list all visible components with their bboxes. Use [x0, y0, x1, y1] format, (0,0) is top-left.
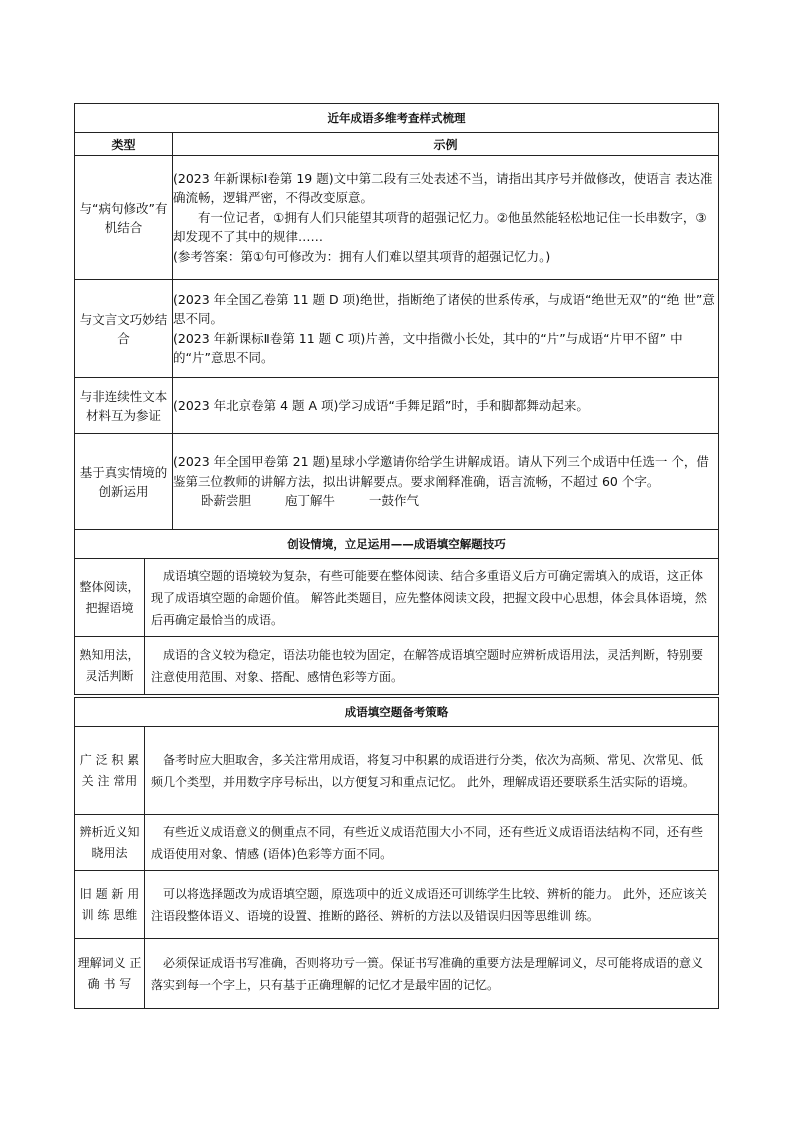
- example-line: (2023 年全国甲卷第 21 题)星球小学邀请你给学生讲解成语。请从下列三个成语中任选一 个，借鉴第三位教师的讲解方法，拟出讲解要点。要求阐释准确，语言流畅，不超过 60 个字。: [173, 454, 709, 489]
- row-text: 成语填空题的语境较为复杂，有些可能要在整体阅读、结合多重语义后方可确定需填入的成语，这正体现了成语填空题的命题价值。 解答此类题目，应先整体阅读文段，把握文段中心思想，体会具体语境，然后再确定最恰当的成语。: [145, 559, 719, 637]
- document-page: [74, 103, 718, 1009]
- row-type: 熟知用法，灵活判断: [75, 637, 145, 695]
- row-type: 与文言文巧妙结合: [75, 280, 173, 378]
- table2-title: 创设情境，立足运用——成语填空解题技巧: [75, 530, 719, 559]
- row-text: 必须保证成语书写准确，否则将功亏一篑。保证书写准确的重要方法是理解词义，尽可能将成语的意义落实到每一个字上，只有基于正确理解的记忆才是最牢固的记忆。: [145, 939, 719, 1009]
- table3-title: 成语填空题备考策略: [75, 698, 719, 727]
- row-type: 辨析近义知晓用法: [75, 815, 145, 871]
- row-type: 理解词义 正 确 书 写: [75, 939, 145, 1009]
- row-type: 广 泛 积 累 关 注 常用: [75, 727, 145, 815]
- row-example: [173, 434, 719, 530]
- row-text: 成语的含义较为稳定，语法功能也较为固定，在解答成语填空题时应辨析成语用法，灵活判断，特别要注意使用范围、对象、搭配、感情色彩等方面。: [145, 637, 719, 695]
- row-example: [173, 378, 719, 434]
- idiom-prep-strategy-table: [74, 697, 719, 1009]
- idiom-exam-table: [74, 103, 719, 530]
- table1-title: 近年成语多维考查样式梳理: [75, 104, 719, 133]
- idiom-options: [173, 491, 718, 511]
- row-example: [173, 280, 719, 378]
- example-line: (参考答案：第①句可修改为：拥有人们难以望其项背的超强记忆力。): [173, 248, 551, 264]
- row-text: 可以将选择题改为成语填空题，原选项中的近义成语还可训练学生比较、辨析的能力。 此外，还应该关注语段整体语义、语境的设置、推断的路径、辨析的方法以及错误归因等思维训 练。: [145, 871, 719, 939]
- idiom-option: 卧薪尝胆: [201, 493, 252, 509]
- row-type: 整体阅读，把握语境: [75, 559, 145, 637]
- row-type: 与“病句修改”有机结合: [75, 156, 173, 280]
- example-line: 有一位记者，①拥有人们只能望其项背的超强记忆力。②他虽然能轻松地记住一长串数字，③却发现不了其中的规律……: [173, 209, 707, 245]
- example-line: (2023 年全国乙卷第 11 题 D 项)绝世，指断绝了诸侯的世系传承，与成语“绝世无双”的“绝 世”意思不同。: [173, 291, 715, 326]
- idiom-fill-skills-table: [74, 529, 719, 695]
- idiom-option: 庖丁解牛: [285, 493, 336, 509]
- row-type: 旧 题 新 用 训 练 思维: [75, 871, 145, 939]
- row-type: 与非连续性文本材料互为参证: [75, 378, 173, 434]
- column-header-example: 示例: [173, 133, 719, 156]
- example-line: (2023 年北京卷第 4 题 A 项)学习成语“手舞足蹈”时，手和脚都舞动起来。: [173, 397, 589, 413]
- row-type: 基于真实情境的创新运用: [75, 434, 173, 530]
- example-line: (2023 年新课标Ⅱ卷第 11 题 C 项)片善，文中指微小长处，其中的“片”与成语“片甲不留” 中的“片”意思不同。: [173, 330, 683, 365]
- row-example: [173, 156, 719, 280]
- column-header-type: 类型: [75, 133, 173, 156]
- row-text: 备考时应大胆取舍，多关注常用成语，将复习中积累的成语进行分类，依次为高频、常见、次常见、低频几个类型，并用数字序号标出，以方便复习和重点记忆。 此外，理解成语还要联系生活实际的语境。: [145, 727, 719, 815]
- row-text: 有些近义成语意义的侧重点不同，有些近义成语范围大小不同，还有些近义成语语法结构不同，还有些成语使用对象、情感 (语体)色彩等方面不同。: [145, 815, 719, 871]
- idiom-option: 一鼓作气: [369, 493, 420, 509]
- example-line: (2023 年新课标Ⅰ卷第 19 题)文中第二段有三处表述不当，请指出其序号并做修改，使语言 表达准确流畅，逻辑严密，不得改变原意。: [173, 170, 713, 206]
